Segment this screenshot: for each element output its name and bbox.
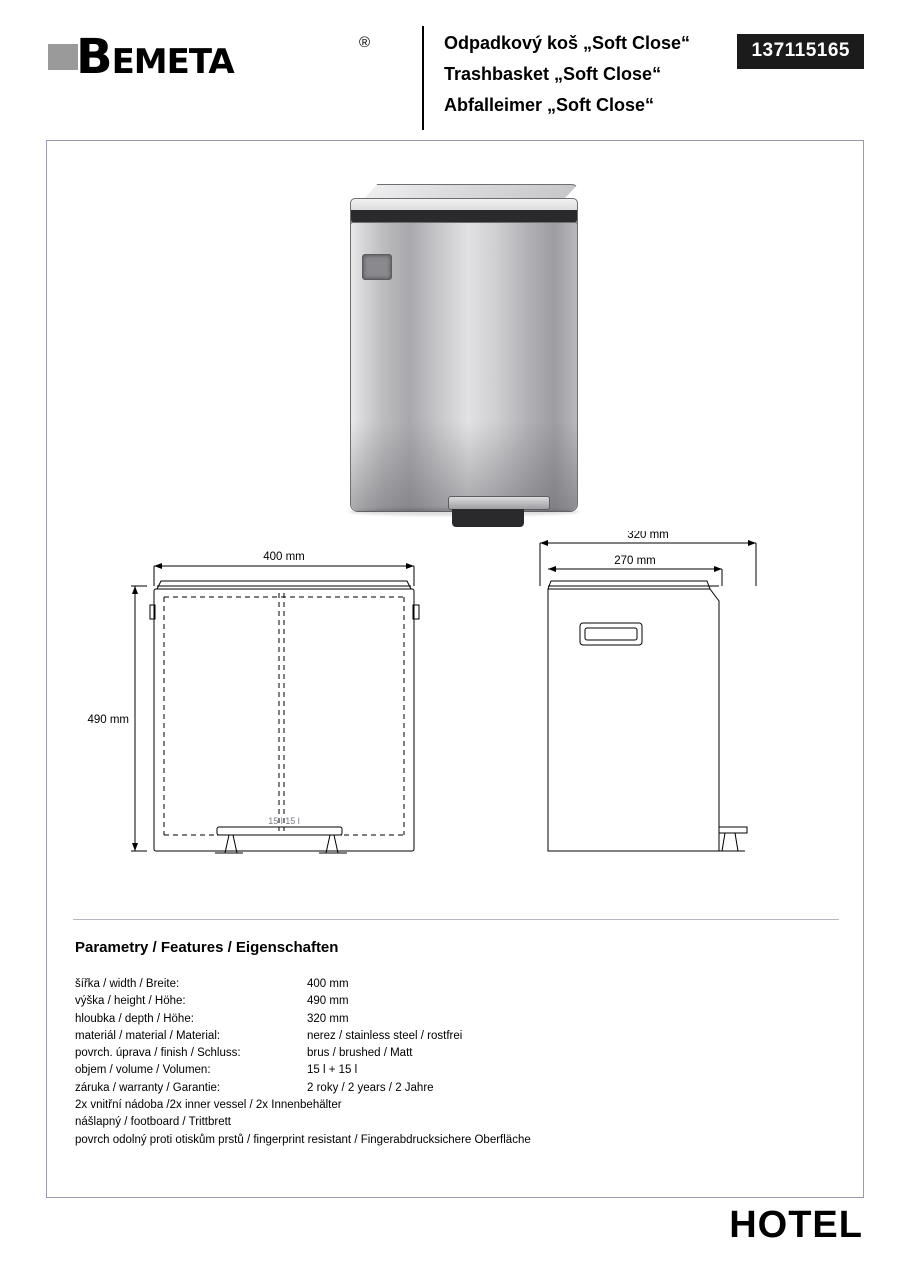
footer-series-label: HOTEL	[729, 1204, 863, 1246]
spec-value: 400 mm	[307, 978, 349, 990]
product-pedal	[448, 496, 550, 510]
table-row	[75, 1080, 815, 1097]
table-row	[75, 1028, 815, 1045]
table-row	[75, 1062, 815, 1079]
product-titles	[444, 28, 764, 121]
registered-trademark-icon: ®	[359, 34, 371, 51]
brand-logo	[46, 30, 391, 90]
inner-volume-label: 15 l 15 l	[268, 816, 300, 826]
spec-value: 15 l + 15 l	[307, 1064, 358, 1077]
content-frame	[46, 140, 864, 1198]
table-row	[75, 1011, 815, 1028]
spec-label: hloubka / depth / Höhe:	[75, 1012, 194, 1025]
spec-label: záruka / warranty / Garantie:	[75, 1081, 221, 1094]
side-inner-depth-label: 270 mm	[614, 555, 656, 567]
feature-note: nášlapný / footboard / Trittbrett	[75, 1116, 231, 1129]
front-height-label: 490 mm	[87, 714, 129, 726]
features-table	[75, 976, 815, 1149]
feature-note: 2x vnitřní nádoba /2x inner vessel / 2x Innenbehälter	[75, 1099, 342, 1112]
features-heading: Parametry / Features / Eigenschaften	[75, 939, 339, 956]
spec-value: 490 mm	[307, 995, 349, 1008]
spec-label: šířka / width / Breite:	[75, 978, 180, 990]
drawings-svg	[47, 531, 865, 911]
product-title-de: Abfalleimer „Soft Close“	[444, 95, 655, 115]
product-photo	[302, 176, 592, 546]
front-width-label: 400 mm	[263, 551, 305, 563]
brand-name: Bemeta	[76, 29, 234, 85]
logo-square-icon	[48, 44, 78, 70]
table-row	[75, 1045, 815, 1062]
spec-value: nerez / stainless steel / rostfrei	[307, 1029, 463, 1042]
product-title-cs: Odpadkový koš „Soft Close“	[444, 33, 691, 53]
spec-value: brus / brushed / Matt	[307, 1047, 413, 1060]
product-title-en: Trashbasket „Soft Close“	[444, 64, 662, 84]
header-divider	[422, 26, 424, 130]
product-code-badge: 137115165	[737, 34, 864, 69]
spec-value: 320 mm	[307, 1012, 349, 1025]
spec-label: výška / height / Höhe:	[75, 995, 186, 1008]
product-handle-icon	[362, 254, 392, 280]
feature-note: povrch odolný proti otiskům prstů / fingerprint resistant / Fingerabdrucksichere Oberfläche	[75, 1133, 531, 1146]
spec-value: 2 roky / 2 years / 2 Jahre	[307, 1081, 434, 1094]
table-row	[75, 993, 815, 1010]
spec-label: objem / volume / Volumen:	[75, 1064, 211, 1077]
product-lid-rim	[350, 210, 578, 222]
spec-label: povrch. úprava / finish / Schluss:	[75, 1047, 241, 1060]
technical-drawings	[47, 531, 865, 911]
features-divider	[73, 919, 839, 920]
side-outer-depth-label: 320 mm	[627, 531, 669, 541]
spec-label: materiál / material / Material:	[75, 1029, 221, 1042]
table-row	[75, 976, 815, 993]
product-foot	[452, 509, 524, 527]
document-header	[46, 22, 864, 130]
